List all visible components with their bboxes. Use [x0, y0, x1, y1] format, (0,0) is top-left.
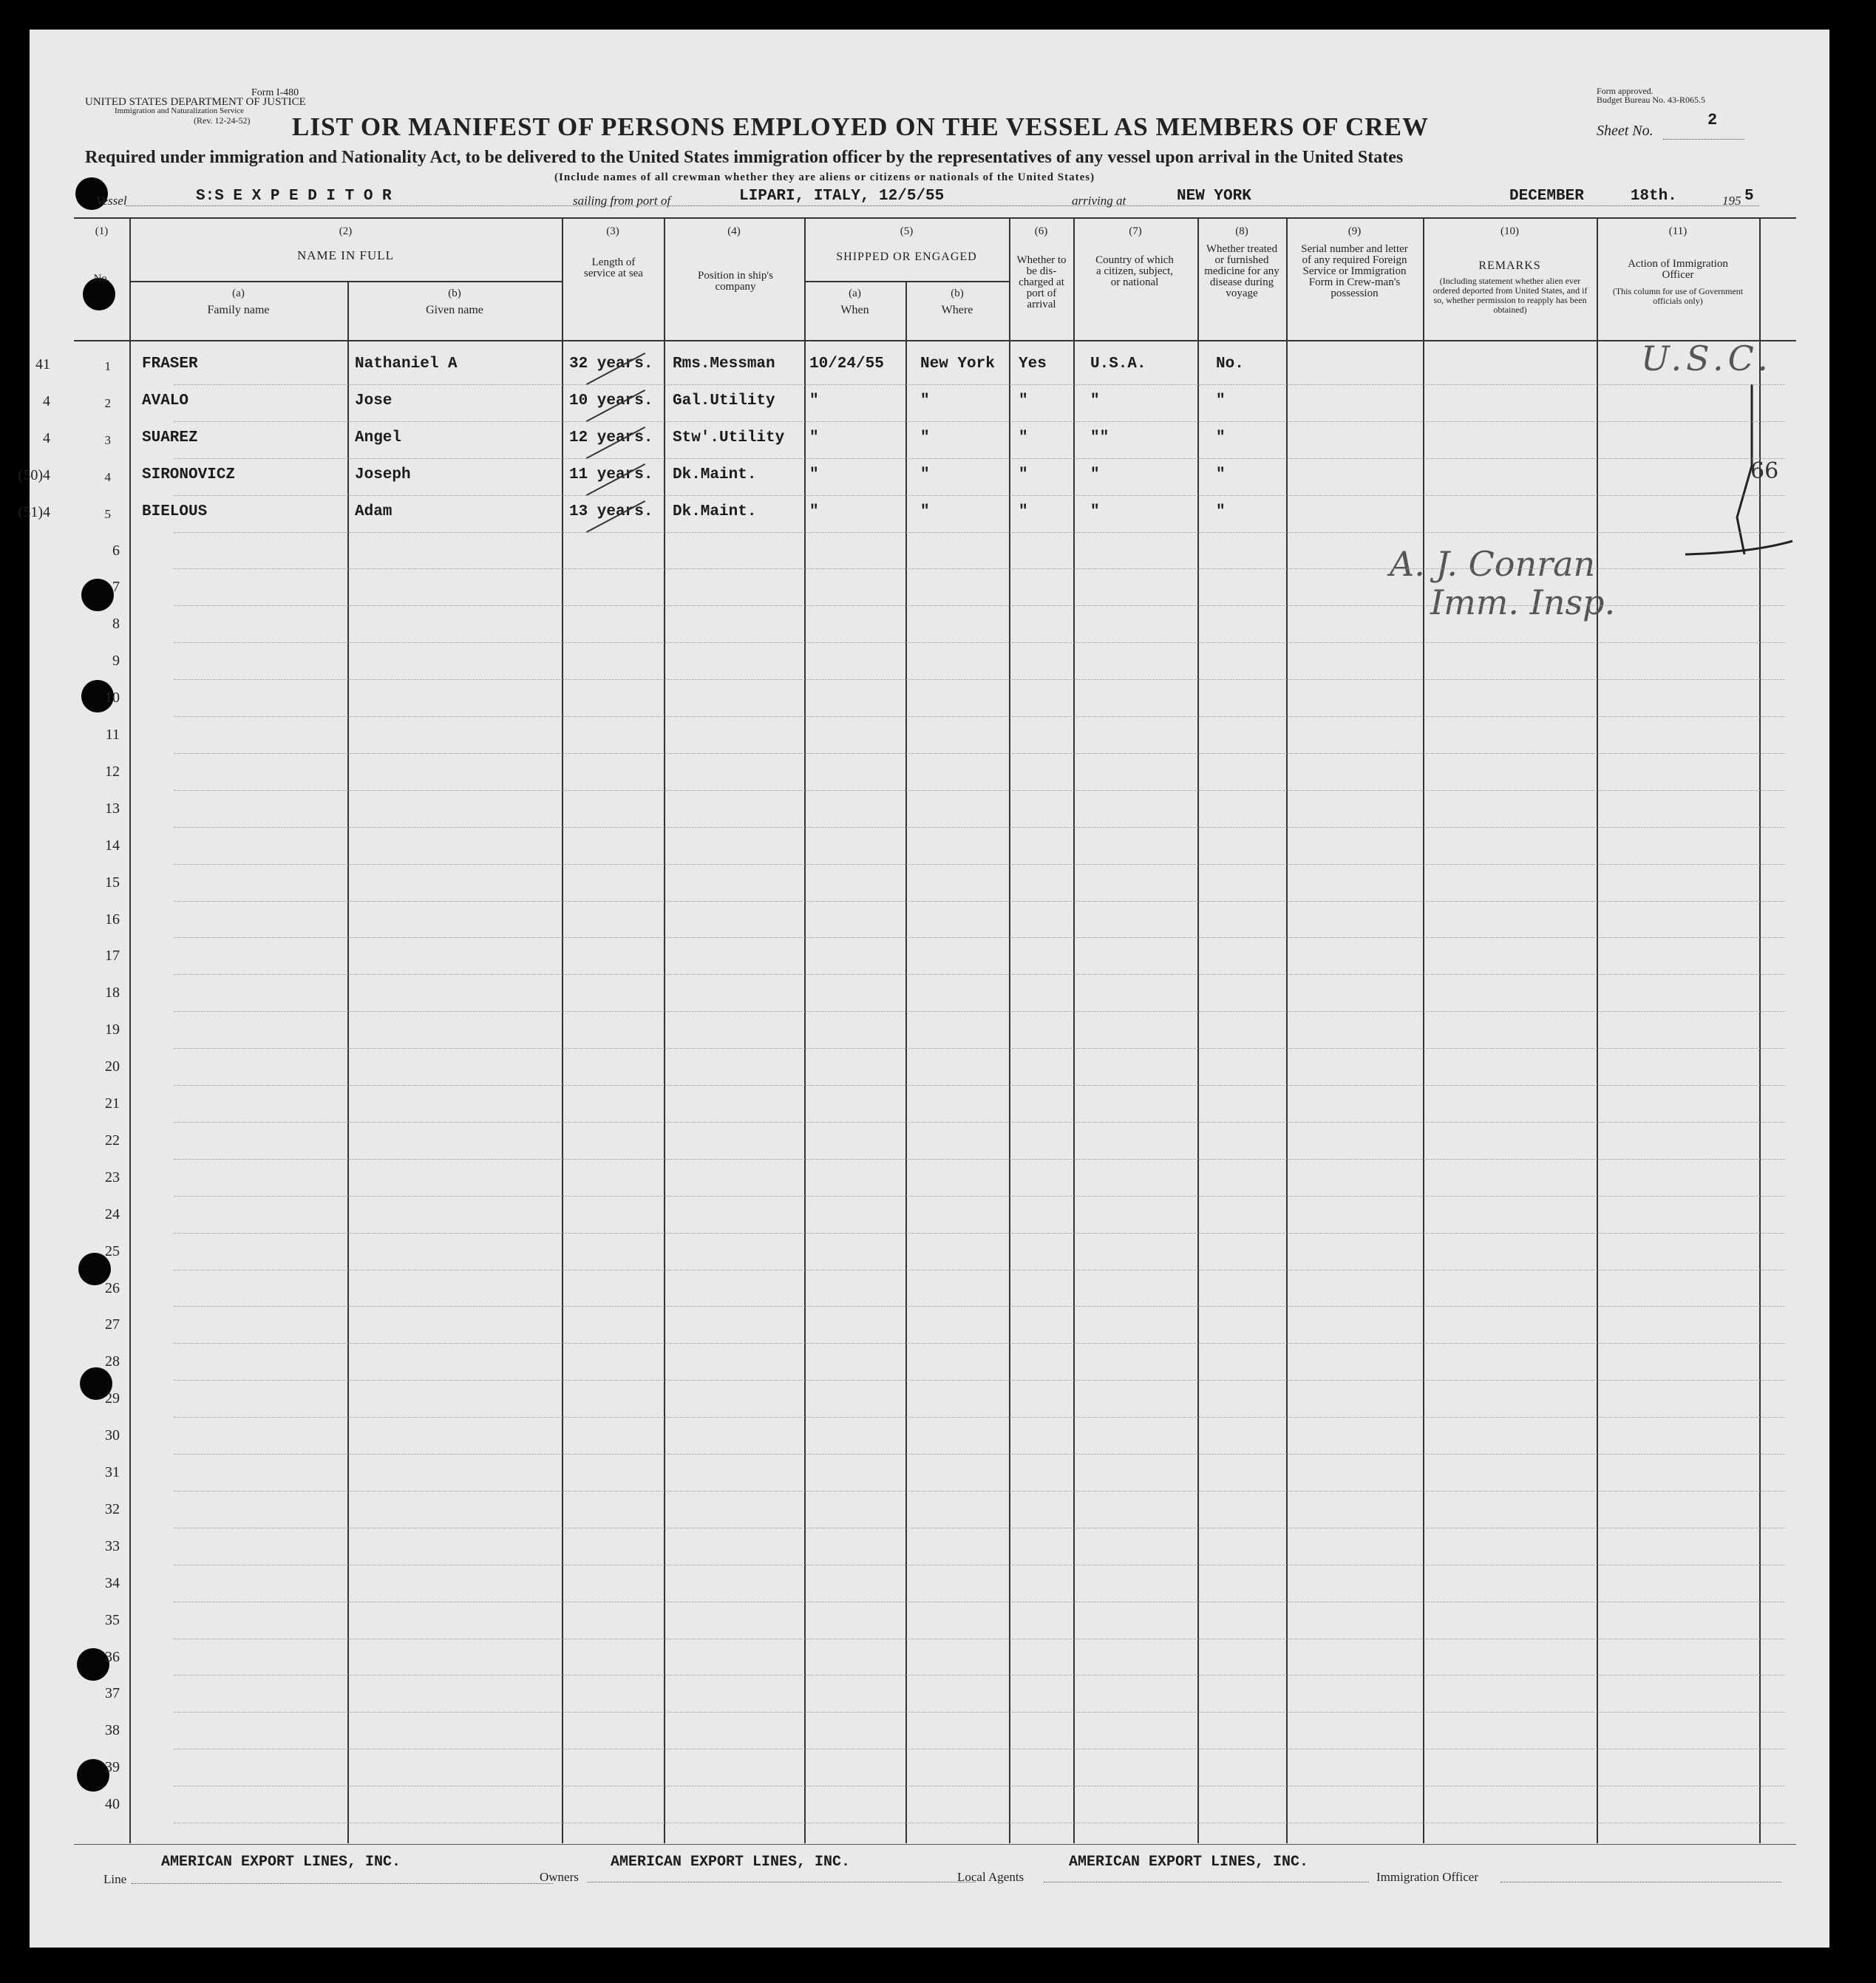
crew-shipped-where: "	[920, 392, 930, 409]
crew-family-name: SUAREZ	[142, 429, 198, 446]
table-row-rule	[174, 901, 1785, 902]
col11-sublabel: (This column for use of Government officials only)	[1612, 286, 1744, 306]
footer-line-label: Line	[103, 1872, 127, 1886]
row-number: 36	[105, 1648, 120, 1665]
crew-medicine: "	[1216, 503, 1226, 520]
arriving-port: NEW YORK	[1177, 188, 1251, 205]
row-number: 7	[112, 579, 120, 596]
table-row-rule	[174, 974, 1785, 975]
crew-shipped-where: "	[920, 429, 930, 446]
table-row-rule	[174, 1454, 1785, 1455]
officer-signature-line2: Imm. Insp.	[1430, 582, 1616, 622]
sheet-number: 2	[1707, 111, 1718, 129]
table-row-rule	[174, 1011, 1785, 1012]
col-rule	[664, 217, 665, 1843]
crew-service-years: 10 years.	[569, 392, 653, 409]
col11-label: Action of Immigration Officer	[1628, 258, 1728, 281]
col-rule	[1009, 217, 1010, 1843]
row-number: 24	[105, 1205, 120, 1222]
col5a-number: (a)	[849, 288, 861, 299]
col3-label: Length of service at sea	[584, 256, 643, 279]
crew-position: Dk.Maint.	[673, 466, 757, 483]
manifest-sheet	[18, 30, 1829, 1948]
table-row-rule	[174, 1306, 1785, 1307]
col4-number: (4)	[727, 225, 741, 237]
col2b-number: (b)	[448, 288, 461, 299]
table-row-rule	[174, 1122, 1785, 1123]
shipped-subheader-rule	[804, 281, 1010, 282]
col10-label: REMARKS	[1478, 259, 1541, 272]
crew-shipped-when: "	[809, 392, 819, 409]
crew-medicine: No.	[1216, 356, 1244, 373]
col-rule	[1286, 217, 1288, 1843]
col-rule	[804, 217, 806, 1843]
crew-position: Rms.Messman	[673, 356, 775, 373]
row-number: 18	[105, 984, 120, 1001]
row-number: 37	[105, 1685, 120, 1702]
table-row-rule	[174, 458, 1785, 459]
col2b-label: Given name	[426, 304, 483, 316]
col-rule	[905, 281, 907, 1843]
footer-agents-label: Local Agents	[957, 1870, 1024, 1884]
col5b-number: (b)	[951, 288, 964, 299]
table-row-rule	[174, 716, 1785, 717]
col10-sublabel: (Including statement whether alien ever ordered deported from United States, and if so, whether permission to reapply has been obtained)	[1433, 276, 1588, 315]
crew-row-mark: (51)4	[18, 503, 50, 520]
table-row-rule	[174, 1270, 1785, 1271]
crew-discharged: "	[1019, 466, 1028, 483]
row-number: 14	[105, 837, 120, 854]
table-row-rule	[174, 642, 1785, 643]
row-number: 6	[112, 542, 120, 559]
crew-service-years: 13 years.	[569, 503, 653, 520]
row-number: 30	[105, 1427, 120, 1444]
row-number: 17	[105, 948, 120, 965]
table-row-rule	[174, 1675, 1785, 1676]
col9-label: Serial number and letter of any required Foreign Service or Immigration Form in Crew-man's possession	[1301, 243, 1408, 299]
crew-position: Dk.Maint.	[673, 503, 757, 520]
table-row-rule	[174, 1159, 1785, 1160]
row-number: 13	[105, 800, 120, 817]
row-number: 31	[105, 1464, 120, 1480]
crew-discharged: "	[1019, 429, 1028, 446]
crew-row-mark: 41	[35, 356, 50, 373]
col-rule	[129, 217, 131, 1843]
row-number: 29	[105, 1390, 120, 1407]
table-row-rule	[174, 495, 1785, 496]
year-label: 195	[1722, 194, 1741, 208]
footer-line-value: AMERICAN EXPORT LINES, INC.	[161, 1854, 401, 1871]
footer-line-underline	[132, 1883, 553, 1884]
col5b-label: Where	[941, 304, 973, 316]
footer-owners-label: Owners	[540, 1870, 579, 1884]
table-row-rule	[174, 679, 1785, 680]
row-number: 32	[105, 1500, 120, 1517]
row-number: 12	[105, 763, 120, 780]
col6-label: Whether to be dis-charged at port of arrival	[1016, 254, 1067, 310]
crew-country: "	[1090, 503, 1100, 520]
row-number: 15	[105, 874, 120, 891]
row-number: 35	[105, 1611, 120, 1628]
row-number: 33	[105, 1537, 120, 1554]
crew-country: "	[1090, 392, 1100, 409]
crew-given-name: Jose	[355, 392, 392, 409]
col1-number: (1)	[95, 225, 109, 237]
row-number: 27	[105, 1316, 120, 1333]
table-row-rule	[174, 532, 1785, 533]
crew-shipped-when: "	[809, 466, 819, 483]
crew-row-number: 1	[104, 359, 111, 373]
footer-owners-value: AMERICAN EXPORT LINES, INC.	[611, 1854, 851, 1871]
crew-family-name: SIRONOVICZ	[142, 466, 236, 483]
col2a-number: (a)	[232, 288, 245, 299]
col11-number: (11)	[1668, 225, 1688, 237]
row-number: 39	[105, 1759, 120, 1776]
officer-signature-line1: A. J. Conran	[1390, 544, 1596, 584]
table-row-rule	[174, 421, 1785, 422]
table-row-rule	[174, 864, 1785, 865]
row-number: 9	[112, 653, 120, 670]
col7-number: (7)	[1129, 225, 1142, 237]
row-number: 26	[105, 1279, 120, 1296]
officer-stamp: U.S.C.	[1641, 339, 1773, 378]
footer-officer-label: Immigration Officer	[1376, 1870, 1479, 1884]
row-number: 8	[112, 616, 120, 633]
row-number: 28	[105, 1353, 120, 1370]
row-number: 22	[105, 1132, 120, 1149]
col3-number: (3)	[606, 225, 619, 237]
crew-row-number: 2	[104, 395, 111, 410]
year-digit: 5	[1744, 188, 1754, 205]
crew-medicine: "	[1216, 466, 1226, 483]
crew-position: Gal.Utility	[673, 392, 775, 409]
table-row-rule	[174, 1085, 1785, 1086]
table-row-rule	[174, 937, 1785, 938]
row-number: 10	[105, 690, 120, 707]
crew-shipped-where: New York	[920, 356, 995, 373]
crew-row-number: 4	[104, 469, 111, 484]
service: Immigration and Naturalization Service	[115, 106, 245, 115]
col8-number: (8)	[1235, 225, 1248, 237]
col-rule	[1073, 217, 1075, 1843]
arrival-date: DECEMBER 18th.	[1509, 188, 1677, 205]
include-note: (Include names of all crewman whether they are aliens or citizens or nationals of the United States)	[554, 171, 1095, 183]
table-top-rule	[74, 217, 1796, 219]
crew-row-number: 5	[104, 506, 111, 521]
subtitle: Required under immigration and Nationality Act, to be delivered to the United States immigration officer by the representatives of any vessel upon arrival in the United States	[85, 148, 1404, 167]
table-row-rule	[174, 790, 1785, 791]
sheet-no-underline	[1663, 139, 1744, 140]
crew-shipped-when: 10/24/55	[809, 356, 884, 373]
crew-row-mark: 4	[43, 429, 50, 446]
crew-discharged: "	[1019, 503, 1028, 520]
crew-service-years: 32 years.	[569, 356, 653, 373]
crew-shipped-where: "	[920, 503, 930, 520]
row-number: 21	[105, 1095, 120, 1112]
col10-number: (10)	[1501, 225, 1519, 237]
sailing-port: LIPARI, ITALY, 12/5/55	[739, 188, 945, 205]
row-number: 38	[105, 1722, 120, 1739]
table-row-rule	[174, 1343, 1785, 1344]
col7-label: Country of which a citizen, subject, or national	[1095, 254, 1174, 288]
crew-row-mark: (50)4	[18, 466, 50, 483]
table-row-rule	[174, 1233, 1785, 1234]
department: UNITED STATES DEPARTMENT OF JUSTICE	[85, 96, 306, 108]
crew-shipped-when: "	[809, 503, 819, 520]
row-number: 25	[105, 1242, 120, 1259]
table-row-rule	[174, 1048, 1785, 1049]
crew-service-years: 12 years.	[569, 429, 653, 446]
col-rule	[1197, 217, 1199, 1843]
arriving-label: arriving at	[1072, 194, 1126, 208]
crew-given-name: Angel	[355, 429, 402, 446]
crew-position: Stw'.Utility	[673, 429, 785, 446]
form-number: Form I-480	[251, 87, 299, 98]
crew-country: "	[1090, 466, 1100, 483]
table-row-rule	[174, 1417, 1785, 1418]
row-number: 11	[105, 727, 120, 743]
col-rule	[1423, 217, 1424, 1843]
voyage-underline	[126, 205, 1759, 206]
row-number: 20	[105, 1058, 120, 1075]
col9-number: (9)	[1347, 225, 1362, 237]
col1-label: No.	[93, 273, 110, 285]
row-number: 19	[105, 1021, 120, 1038]
col2a-label: Family name	[207, 304, 270, 316]
crew-given-name: Nathaniel A	[355, 356, 458, 373]
crew-row-number: 3	[104, 432, 111, 447]
table-row-rule	[174, 605, 1785, 606]
col4-label: Position in ship's company	[698, 270, 773, 293]
col2-number: (2)	[339, 225, 353, 237]
page-title: LIST OR MANIFEST OF PERSONS EMPLOYED ON THE VESSEL AS MEMBERS OF CREW	[292, 112, 1430, 141]
sailing-label: sailing from port of	[573, 194, 671, 208]
crew-row-mark: 4	[43, 392, 50, 409]
revision: (Rev. 12-24-52)	[194, 115, 251, 126]
row-number: 16	[105, 911, 120, 928]
vessel-label: Vessel	[96, 194, 127, 208]
row-number: 34	[105, 1574, 120, 1591]
name-subheader-rule	[129, 281, 563, 282]
col6-number: (6)	[1034, 225, 1048, 237]
sheet-label: Sheet No.	[1597, 123, 1654, 139]
footer-rule	[74, 1844, 1796, 1845]
col-rule	[347, 281, 349, 1843]
crew-country: U.S.A.	[1090, 356, 1146, 373]
approval-line2: Budget Bureau No. 43-R065.5	[1597, 95, 1705, 105]
row-number: 23	[105, 1169, 120, 1186]
crew-medicine: "	[1216, 429, 1226, 446]
row-number: 40	[105, 1796, 120, 1813]
officer-count: 66	[1750, 458, 1779, 484]
officer-bracket	[1641, 377, 1804, 569]
crew-shipped-where: "	[920, 466, 930, 483]
table-row-rule	[174, 1196, 1785, 1197]
col-rule	[562, 217, 563, 1843]
col8-label: Whether treated or furnished medicine for any disease during voyage	[1204, 243, 1279, 299]
crew-country: ""	[1090, 429, 1109, 446]
table-header-rule	[74, 340, 1796, 341]
crew-given-name: Joseph	[355, 466, 411, 483]
table-row-rule	[174, 568, 1785, 569]
crew-discharged: Yes	[1019, 356, 1047, 373]
table-row-rule	[174, 753, 1785, 754]
crew-discharged: "	[1019, 392, 1028, 409]
table-row-rule	[174, 827, 1785, 828]
table-row-rule	[174, 1380, 1785, 1381]
col2-label: NAME IN FULL	[297, 248, 394, 262]
footer-agents-value: AMERICAN EXPORT LINES, INC.	[1069, 1854, 1309, 1871]
approval-line1: Form approved.	[1597, 86, 1654, 96]
col5-number: (5)	[900, 225, 914, 237]
crew-medicine: "	[1216, 392, 1226, 409]
col-rule	[1597, 217, 1598, 1843]
crew-family-name: BIELOUS	[142, 503, 208, 520]
crew-given-name: Adam	[355, 503, 392, 520]
vessel-name: S:S E X P E D I T O R	[196, 188, 392, 205]
crew-family-name: AVALO	[142, 392, 189, 409]
table-row-rule	[174, 384, 1785, 385]
crew-shipped-when: "	[809, 429, 819, 446]
col5-label: SHIPPED OR ENGAGED	[836, 251, 977, 263]
crew-family-name: FRASER	[142, 356, 198, 373]
crew-service-years: 11 years.	[569, 466, 653, 483]
col5a-label: When	[840, 304, 869, 316]
